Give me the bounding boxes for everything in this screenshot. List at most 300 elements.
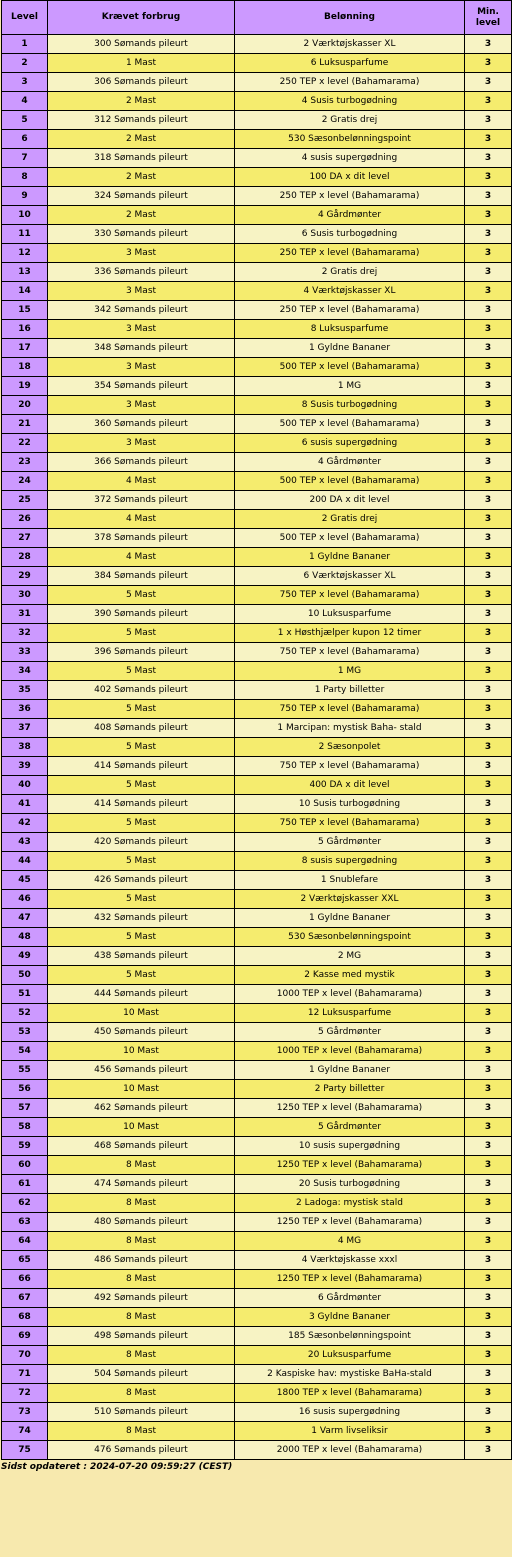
header-min-level[interactable] [465,1,512,35]
header-min-level-label: Min. level [475,6,501,28]
min-level-cell: 3 [465,415,512,434]
table-row [2,833,512,852]
required-cell: 324 Sømands pileurt [48,187,235,206]
required-cell: 348 Sømands pileurt [48,339,235,358]
reward-cell: 12 Luksusparfume [235,1004,465,1023]
reward-cell: 2 Gratis drej [235,510,465,529]
reward-cell: 16 susis supergødning [235,1403,465,1422]
level-cell: 61 [2,1175,48,1194]
level-cell: 3 [2,73,48,92]
table-row [2,92,512,111]
level-cell: 70 [2,1346,48,1365]
table-row [2,719,512,738]
level-cell: 60 [2,1156,48,1175]
reward-cell: 1 Party billetter [235,681,465,700]
reward-cell: 1 Snublefare [235,871,465,890]
table-row [2,206,512,225]
required-cell: 486 Sømands pileurt [48,1251,235,1270]
reward-cell: 750 TEP x level (Bahamarama) [235,700,465,719]
level-cell: 12 [2,244,48,263]
reward-cell: 1 Gyldne Bananer [235,1061,465,1080]
table-row [2,1004,512,1023]
reward-cell: 500 TEP x level (Bahamarama) [235,358,465,377]
table-row [2,1156,512,1175]
table-row [2,1232,512,1251]
min-level-cell: 3 [465,396,512,415]
min-level-cell: 3 [465,624,512,643]
required-cell: 510 Sømands pileurt [48,1403,235,1422]
min-level-cell: 3 [465,111,512,130]
level-cell: 7 [2,149,48,168]
reward-cell: 2 Kasse med mystik [235,966,465,985]
required-cell: 378 Sømands pileurt [48,529,235,548]
level-cell: 9 [2,187,48,206]
level-cell: 55 [2,1061,48,1080]
required-cell: 3 Mast [48,434,235,453]
table-row [2,244,512,263]
reward-cell: 750 TEP x level (Bahamarama) [235,814,465,833]
table-header-row [2,1,512,35]
table-row [2,1061,512,1080]
reward-cell: 2 Værktøjskasser XL [235,35,465,54]
required-cell: 396 Sømands pileurt [48,643,235,662]
level-cell: 4 [2,92,48,111]
level-cell: 31 [2,605,48,624]
min-level-cell: 3 [465,814,512,833]
level-cell: 47 [2,909,48,928]
reward-cell: 1250 TEP x level (Bahamarama) [235,1213,465,1232]
reward-cell: 500 TEP x level (Bahamarama) [235,415,465,434]
min-level-cell: 3 [465,1270,512,1289]
table-row [2,928,512,947]
required-cell: 8 Mast [48,1232,235,1251]
table-row [2,1118,512,1137]
required-cell: 438 Sømands pileurt [48,947,235,966]
required-cell: 390 Sømands pileurt [48,605,235,624]
min-level-cell: 3 [465,187,512,206]
level-cell: 54 [2,1042,48,1061]
min-level-cell: 3 [465,928,512,947]
required-cell: 492 Sømands pileurt [48,1289,235,1308]
required-cell: 5 Mast [48,700,235,719]
reward-cell: 500 TEP x level (Bahamarama) [235,472,465,491]
reward-cell: 200 DA x dit level [235,491,465,510]
reward-cell: 1250 TEP x level (Bahamarama) [235,1099,465,1118]
table-row [2,567,512,586]
min-level-cell: 3 [465,491,512,510]
reward-cell: 2 Sæsonpolet [235,738,465,757]
reward-cell: 750 TEP x level (Bahamarama) [235,643,465,662]
reward-cell: 10 Luksusparfume [235,605,465,624]
min-level-cell: 3 [465,567,512,586]
required-cell: 426 Sømands pileurt [48,871,235,890]
required-cell: 3 Mast [48,320,235,339]
min-level-cell: 3 [465,73,512,92]
required-cell: 8 Mast [48,1422,235,1441]
table-row [2,985,512,1004]
table-row [2,377,512,396]
required-cell: 420 Sømands pileurt [48,833,235,852]
required-cell: 3 Mast [48,244,235,263]
required-cell: 1 Mast [48,54,235,73]
table-row [2,358,512,377]
table-row [2,1213,512,1232]
min-level-cell: 3 [465,776,512,795]
table-row [2,1384,512,1403]
table-row [2,282,512,301]
min-level-cell: 3 [465,130,512,149]
reward-cell: 1 x Høsthjælper kupon 12 timer [235,624,465,643]
level-cell: 42 [2,814,48,833]
reward-cell: 10 susis supergødning [235,1137,465,1156]
table-row [2,795,512,814]
required-cell: 5 Mast [48,814,235,833]
min-level-cell: 3 [465,168,512,187]
level-cell: 40 [2,776,48,795]
required-cell: 366 Sømands pileurt [48,453,235,472]
min-level-cell: 3 [465,1118,512,1137]
level-cell: 72 [2,1384,48,1403]
level-cell: 23 [2,453,48,472]
reward-cell: 1 Varm livseliksir [235,1422,465,1441]
min-level-cell: 3 [465,852,512,871]
min-level-cell: 3 [465,966,512,985]
reward-cell: 4 Gårdmønter [235,206,465,225]
min-level-cell: 3 [465,586,512,605]
reward-cell: 20 Susis turbogødning [235,1175,465,1194]
level-cell: 45 [2,871,48,890]
table-row [2,700,512,719]
table-row [2,1251,512,1270]
reward-cell: 10 Susis turbogødning [235,795,465,814]
reward-cell: 5 Gårdmønter [235,833,465,852]
level-cell: 46 [2,890,48,909]
table-row [2,1327,512,1346]
table-row [2,453,512,472]
header-level[interactable]: Level [2,1,48,35]
required-cell: 414 Sømands pileurt [48,795,235,814]
reward-cell: 530 Sæsonbelønningspoint [235,130,465,149]
table-row [2,149,512,168]
min-level-cell: 3 [465,339,512,358]
reward-cell: 6 Værktøjskasser XL [235,567,465,586]
min-level-cell: 3 [465,890,512,909]
table-row [2,605,512,624]
min-level-cell: 3 [465,1403,512,1422]
table-row [2,225,512,244]
reward-cell: 750 TEP x level (Bahamarama) [235,586,465,605]
reward-cell: 3 Gyldne Bananer [235,1308,465,1327]
level-cell: 1 [2,35,48,54]
level-rewards-table [1,0,512,1460]
table-row [2,1346,512,1365]
level-cell: 64 [2,1232,48,1251]
min-level-cell: 3 [465,1346,512,1365]
level-cell: 67 [2,1289,48,1308]
table-row [2,681,512,700]
reward-cell: 185 Sæsonbelønningspoint [235,1327,465,1346]
reward-cell: 4 Susis turbogødning [235,92,465,111]
min-level-cell: 3 [465,1194,512,1213]
level-cell: 8 [2,168,48,187]
table-row [2,966,512,985]
level-cell: 71 [2,1365,48,1384]
min-level-cell: 3 [465,1156,512,1175]
required-cell: 468 Sømands pileurt [48,1137,235,1156]
reward-cell: 4 Gårdmønter [235,453,465,472]
table-body [2,35,512,1460]
reward-cell: 2000 TEP x level (Bahamarama) [235,1441,465,1460]
level-cell: 25 [2,491,48,510]
required-cell: 10 Mast [48,1080,235,1099]
level-cell: 62 [2,1194,48,1213]
required-cell: 8 Mast [48,1194,235,1213]
table-row [2,415,512,434]
reward-cell: 400 DA x dit level [235,776,465,795]
reward-cell: 4 Værktøjskasse xxxl [235,1251,465,1270]
min-level-cell: 3 [465,453,512,472]
reward-cell: 8 susis supergødning [235,852,465,871]
level-cell: 66 [2,1270,48,1289]
reward-cell: 250 TEP x level (Bahamarama) [235,187,465,206]
min-level-cell: 3 [465,1099,512,1118]
min-level-cell: 3 [465,282,512,301]
required-cell: 4 Mast [48,510,235,529]
min-level-cell: 3 [465,947,512,966]
min-level-cell: 3 [465,320,512,339]
min-level-cell: 3 [465,1422,512,1441]
level-cell: 17 [2,339,48,358]
level-cell: 15 [2,301,48,320]
required-cell: 8 Mast [48,1346,235,1365]
min-level-cell: 3 [465,1137,512,1156]
table-row [2,757,512,776]
min-level-cell: 3 [465,1080,512,1099]
reward-cell: 1 Gyldne Bananer [235,909,465,928]
required-cell: 450 Sømands pileurt [48,1023,235,1042]
table-row [2,662,512,681]
level-cell: 48 [2,928,48,947]
level-cell: 75 [2,1441,48,1460]
min-level-cell: 3 [465,605,512,624]
table-row [2,510,512,529]
table-row [2,111,512,130]
reward-cell: 2 Værktøjskasser XXL [235,890,465,909]
min-level-cell: 3 [465,548,512,567]
required-cell: 8 Mast [48,1156,235,1175]
reward-cell: 530 Sæsonbelønningspoint [235,928,465,947]
min-level-cell: 3 [465,738,512,757]
min-level-cell: 3 [465,1213,512,1232]
reward-cell: 250 TEP x level (Bahamarama) [235,73,465,92]
reward-cell: 8 Luksusparfume [235,320,465,339]
level-cell: 43 [2,833,48,852]
level-cell: 32 [2,624,48,643]
min-level-cell: 3 [465,871,512,890]
level-cell: 16 [2,320,48,339]
required-cell: 2 Mast [48,168,235,187]
level-cell: 53 [2,1023,48,1042]
required-cell: 476 Sømands pileurt [48,1441,235,1460]
required-cell: 5 Mast [48,852,235,871]
table-row [2,1023,512,1042]
level-cell: 63 [2,1213,48,1232]
min-level-cell: 3 [465,1384,512,1403]
level-cell: 35 [2,681,48,700]
required-cell: 408 Sømands pileurt [48,719,235,738]
reward-cell: 1 Gyldne Bananer [235,548,465,567]
reward-cell: 2 MG [235,947,465,966]
table-row [2,852,512,871]
reward-cell: 6 Gårdmønter [235,1289,465,1308]
required-cell: 5 Mast [48,738,235,757]
reward-cell: 1000 TEP x level (Bahamarama) [235,985,465,1004]
required-cell: 5 Mast [48,624,235,643]
level-cell: 39 [2,757,48,776]
reward-cell: 1 Marcipan: mystisk Baha- stald [235,719,465,738]
min-level-cell: 3 [465,358,512,377]
required-cell: 360 Sømands pileurt [48,415,235,434]
level-cell: 19 [2,377,48,396]
header-reward[interactable]: Belønning [235,1,465,35]
level-cell: 57 [2,1099,48,1118]
reward-cell: 750 TEP x level (Bahamarama) [235,757,465,776]
required-cell: 2 Mast [48,130,235,149]
required-cell: 456 Sømands pileurt [48,1061,235,1080]
level-cell: 52 [2,1004,48,1023]
reward-cell: 2 Ladoga: mystisk stald [235,1194,465,1213]
level-cell: 49 [2,947,48,966]
table-row [2,1365,512,1384]
table-row [2,586,512,605]
reward-cell: 2 Party billetter [235,1080,465,1099]
min-level-cell: 3 [465,529,512,548]
reward-cell: 4 susis supergødning [235,149,465,168]
required-cell: 3 Mast [48,396,235,415]
required-cell: 4 Mast [48,548,235,567]
reward-cell: 4 MG [235,1232,465,1251]
table-row [2,548,512,567]
reward-cell: 1 MG [235,662,465,681]
min-level-cell: 3 [465,225,512,244]
min-level-cell: 3 [465,833,512,852]
level-cell: 30 [2,586,48,605]
level-cell: 41 [2,795,48,814]
required-cell: 10 Mast [48,1118,235,1137]
reward-cell: 250 TEP x level (Bahamarama) [235,244,465,263]
min-level-cell: 3 [465,681,512,700]
reward-cell: 20 Luksusparfume [235,1346,465,1365]
required-cell: 342 Sømands pileurt [48,301,235,320]
reward-cell: 5 Gårdmønter [235,1023,465,1042]
min-level-cell: 3 [465,244,512,263]
required-cell: 8 Mast [48,1308,235,1327]
level-cell: 14 [2,282,48,301]
level-cell: 44 [2,852,48,871]
table-row [2,130,512,149]
level-cell: 73 [2,1403,48,1422]
reward-cell: 2 Gratis drej [235,111,465,130]
table-row [2,776,512,795]
required-cell: 5 Mast [48,928,235,947]
min-level-cell: 3 [465,206,512,225]
level-cell: 68 [2,1308,48,1327]
min-level-cell: 3 [465,757,512,776]
reward-cell: 2 Gratis drej [235,263,465,282]
required-cell: 384 Sømands pileurt [48,567,235,586]
level-cell: 38 [2,738,48,757]
required-cell: 300 Sømands pileurt [48,35,235,54]
min-level-cell: 3 [465,1042,512,1061]
required-cell: 462 Sømands pileurt [48,1099,235,1118]
required-cell: 504 Sømands pileurt [48,1365,235,1384]
min-level-cell: 3 [465,1175,512,1194]
reward-cell: 1000 TEP x level (Bahamarama) [235,1042,465,1061]
table-row [2,168,512,187]
last-updated-footer: Sidst opdateret : 2024-07-20 09:59:27 (CEST) [1,1462,233,1472]
table-row [2,1175,512,1194]
table-row [2,434,512,453]
table-row [2,263,512,282]
table-row [2,472,512,491]
min-level-cell: 3 [465,1023,512,1042]
reward-cell: 6 Susis turbogødning [235,225,465,244]
header-required-consumption[interactable]: Krævet forbrug [48,1,235,35]
table-row [2,1080,512,1099]
table-row [2,814,512,833]
required-cell: 336 Sømands pileurt [48,263,235,282]
level-cell: 11 [2,225,48,244]
level-cell: 58 [2,1118,48,1137]
min-level-cell: 3 [465,795,512,814]
level-cell: 34 [2,662,48,681]
table-row [2,738,512,757]
reward-cell: 6 susis supergødning [235,434,465,453]
table-row [2,529,512,548]
required-cell: 2 Mast [48,206,235,225]
table-row [2,871,512,890]
required-cell: 5 Mast [48,776,235,795]
level-cell: 20 [2,396,48,415]
min-level-cell: 3 [465,1308,512,1327]
required-cell: 312 Sømands pileurt [48,111,235,130]
min-level-cell: 3 [465,301,512,320]
level-cell: 33 [2,643,48,662]
required-cell: 306 Sømands pileurt [48,73,235,92]
min-level-cell: 3 [465,263,512,282]
min-level-cell: 3 [465,377,512,396]
level-cell: 10 [2,206,48,225]
level-cell: 27 [2,529,48,548]
required-cell: 432 Sømands pileurt [48,909,235,928]
level-cell: 22 [2,434,48,453]
reward-cell: 1250 TEP x level (Bahamarama) [235,1270,465,1289]
reward-cell: 1250 TEP x level (Bahamarama) [235,1156,465,1175]
table-row [2,1308,512,1327]
table-row [2,624,512,643]
level-cell: 50 [2,966,48,985]
required-cell: 354 Sømands pileurt [48,377,235,396]
min-level-cell: 3 [465,1004,512,1023]
required-cell: 372 Sømands pileurt [48,491,235,510]
table-row [2,320,512,339]
table-row [2,1270,512,1289]
required-cell: 2 Mast [48,92,235,111]
required-cell: 402 Sømands pileurt [48,681,235,700]
table-row [2,1441,512,1460]
min-level-cell: 3 [465,434,512,453]
min-level-cell: 3 [465,719,512,738]
